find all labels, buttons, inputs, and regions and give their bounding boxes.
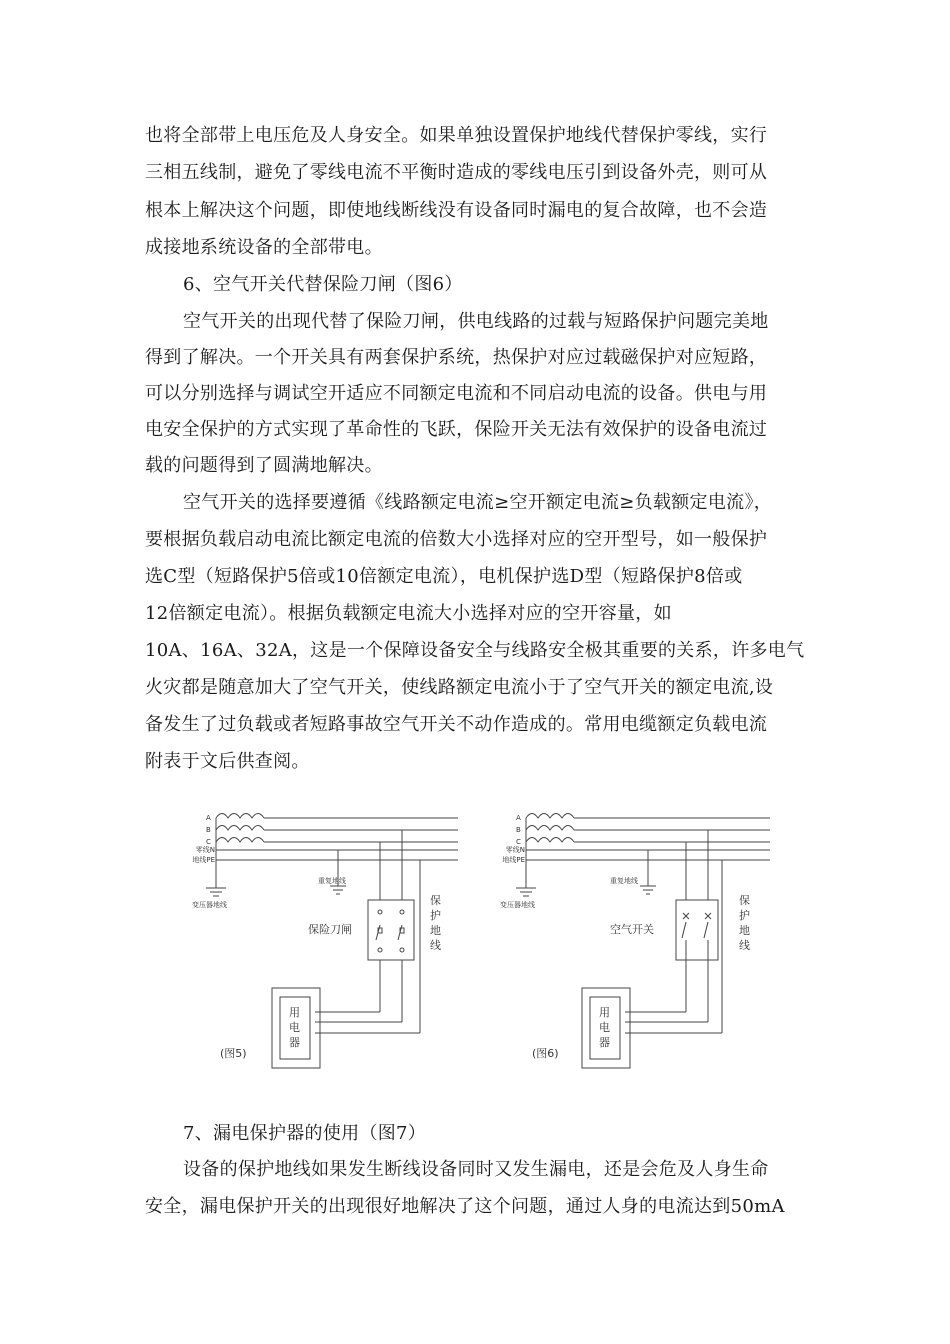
protect-ground-char: 护 xyxy=(739,909,750,922)
section-heading-7: 7、漏电保护器的使用（图7） xyxy=(183,1123,427,1144)
protect-ground-char: 线 xyxy=(430,939,441,952)
paragraph-1-line: 根本上解决这个问题，即使地线断线没有设备同时漏电的复合故障，也不会造 xyxy=(145,200,768,221)
paragraph-3-line: 10A、16A、32A，这是一个保障设备安全与线路安全极其重要的关系，许多电气 xyxy=(145,640,805,661)
transformer-ground-label: 变压器地线 xyxy=(500,901,535,909)
paragraph-3-line: 火灾都是随意加大了空气开关，使线路额定电流小于了空气开关的额定电流,设 xyxy=(145,677,774,698)
appliance-char: 器 xyxy=(289,1036,300,1049)
figure-6-diagram xyxy=(490,800,775,1075)
paragraph-4-line: 安全，漏电保护开关的出现很好地解决了这个问题，通过人身的电流达到50mA xyxy=(145,1196,785,1217)
paragraph-2-line: 得到了解决。一个开关具有两套保护系统，热保护对应过载磁保护对应短路， xyxy=(145,347,768,368)
transformer-coil-icon xyxy=(526,826,574,831)
transformer-coil-icon xyxy=(216,814,264,819)
protect-ground-char: 线 xyxy=(739,939,750,952)
figure-5-diagram xyxy=(180,800,465,1075)
repeat-ground-label: 重复地线 xyxy=(610,877,638,885)
fuse-switch-box xyxy=(368,900,414,960)
paragraph-3-line: 要根据负载启动电流比额定电流的倍数大小选择对应的空开型号，如一般保护 xyxy=(145,529,768,550)
figure-6-caption: (图6) xyxy=(532,1047,559,1060)
protect-ground-char: 保 xyxy=(739,894,750,907)
phase-b-label: B xyxy=(516,826,521,834)
air-switch-box xyxy=(676,900,718,960)
protect-ground-char: 地 xyxy=(739,924,750,937)
phase-c-label: C xyxy=(516,838,521,846)
protect-ground-char: 保 xyxy=(430,894,441,907)
pe-label: 地线PE xyxy=(502,856,525,864)
paragraph-3-line: 备发生了过负载或者短路事故空气开关不动作造成的。常用电缆额定负载电流 xyxy=(145,714,768,735)
paragraph-4-line: 设备的保护地线如果发生断线设备同时又发生漏电，还是会危及人身生命 xyxy=(183,1159,769,1180)
paragraph-3-line: 12倍额定电流）。根据负载额定电流大小选择对应的空开容量，如 xyxy=(145,603,672,624)
paragraph-1-line: 也将全部带上电压危及人身安全。如果单独设置保护地线代替保护零线，实行 xyxy=(145,125,768,146)
paragraph-2-line: 可以分别选择与调试空开适应不同额定电流和不同启动电流的设备。供电与用 xyxy=(145,383,768,404)
paragraph-3-line: 空气开关的选择要遵循《线路额定电流≥空开额定电流≥负载额定电流》， xyxy=(183,492,773,513)
switch-label: 空气开关 xyxy=(610,923,654,936)
paragraph-3-line: 附表于文后供查阅。 xyxy=(145,751,310,772)
transformer-ground-label: 变压器地线 xyxy=(192,901,227,909)
figure-5-caption: (图5) xyxy=(220,1047,247,1060)
paragraph-2-line: 载的问题得到了圆满地解决。 xyxy=(145,455,383,476)
paragraph-2-line: 空气开关的出现代替了保险刀闸，供电线路的过载与短路保护问题完美地 xyxy=(183,311,769,332)
switch-label: 保险刀闸 xyxy=(308,923,352,936)
appliance-char: 器 xyxy=(599,1036,610,1049)
paragraph-1-line: 三相五线制，避免了零线电流不平衡时造成的零线电压引到设备外壳，则可从 xyxy=(145,162,768,183)
transformer-coil-icon xyxy=(526,838,574,843)
paragraph-1-line: 成接地系统设备的全部带电。 xyxy=(145,237,383,258)
transformer-coil-icon xyxy=(526,814,574,819)
phase-b-label: B xyxy=(206,826,211,834)
phase-a-label: A xyxy=(516,814,521,822)
appliance-char: 电 xyxy=(289,1021,300,1034)
protect-ground-char: 地 xyxy=(430,924,441,937)
phase-c-label: C xyxy=(206,838,211,846)
paragraph-2-line: 电安全保护的方式实现了革命性的飞跃，保险开关无法有效保护的设备电流过 xyxy=(145,419,768,440)
appliance-char: 用 xyxy=(599,1006,610,1019)
repeat-ground-label: 重复地线 xyxy=(318,877,346,885)
neutral-label: 零线N xyxy=(195,846,215,854)
protect-ground-char: 护 xyxy=(430,909,441,922)
section-heading-6: 6、空气开关代替保险刀闸（图6） xyxy=(183,274,463,295)
appliance-char: 电 xyxy=(599,1021,610,1034)
transformer-coil-icon xyxy=(216,826,264,831)
phase-a-label: A xyxy=(206,814,211,822)
paragraph-3-line: 选C型（短路保护5倍或10倍额定电流），电机保护选D型（短路保护8倍或 xyxy=(145,566,743,587)
pe-label: 地线PE xyxy=(192,856,215,864)
neutral-label: 零线N xyxy=(505,846,525,854)
transformer-coil-icon xyxy=(216,838,264,843)
appliance-char: 用 xyxy=(289,1006,300,1019)
